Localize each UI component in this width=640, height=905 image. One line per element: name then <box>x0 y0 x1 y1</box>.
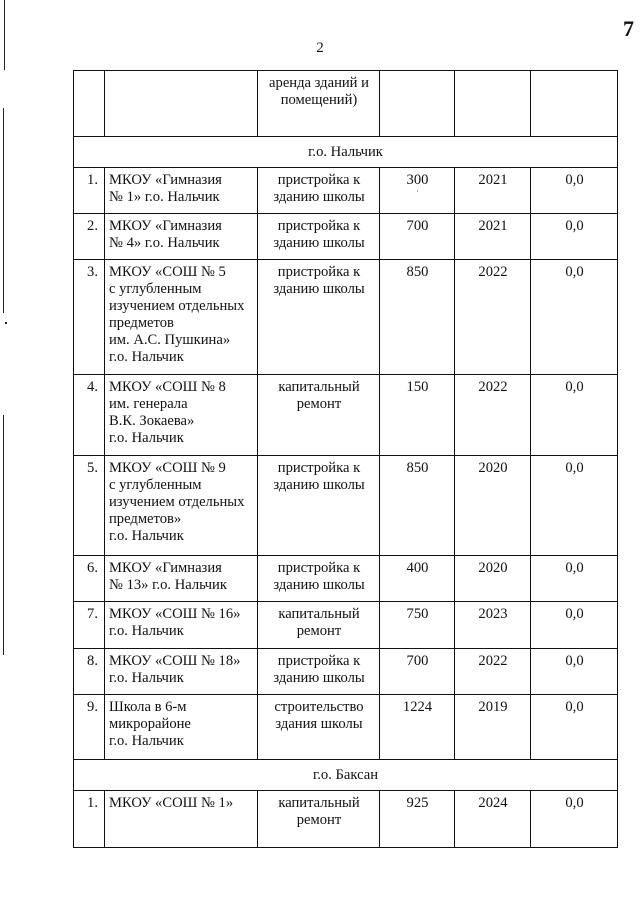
cell-num <box>74 71 105 137</box>
cell-capacity <box>380 260 455 375</box>
scan-margin-line <box>4 0 5 70</box>
cell-name <box>105 791 258 848</box>
capacity-value: 400 <box>406 560 429 576</box>
school-projects-table <box>73 70 618 848</box>
cell-line: г.о. Нальчик <box>109 430 184 446</box>
cell-work <box>258 556 380 602</box>
region-row <box>74 137 618 168</box>
table-row <box>74 649 618 695</box>
cell-line: им. А.С. Пушкина» <box>109 332 231 348</box>
cell-line: МКОУ «СОШ № 16» <box>109 606 241 622</box>
cell-line: предметов <box>109 315 174 331</box>
cell-line: зданию школы <box>273 577 365 593</box>
cell-line: микрорайоне <box>109 716 191 732</box>
region-title: г.о. Баксан <box>74 760 618 791</box>
cell-name <box>105 168 258 214</box>
cell-name <box>105 71 258 137</box>
cell-num: 6. <box>74 556 105 602</box>
cell-line: аренда зданий и <box>269 75 369 91</box>
cell-year: 2021 <box>455 168 531 214</box>
cell-num: 7. <box>74 602 105 649</box>
cell-work <box>258 456 380 556</box>
cell-year: 2019 <box>455 695 531 760</box>
cell-year: 2020 <box>455 556 531 602</box>
cell-line: строительство <box>274 699 364 715</box>
cell-line: г.о. Нальчик <box>109 623 184 639</box>
cell-line: предметов» <box>109 511 182 527</box>
cell-line: г.о. Нальчик <box>109 528 184 544</box>
capacity-value: 150 <box>406 379 429 395</box>
cell-capacity <box>380 791 455 848</box>
cell-line: изучением отдельных <box>109 298 245 314</box>
cell-year: 2022 <box>455 260 531 375</box>
table-row <box>74 260 618 375</box>
cell-name <box>105 456 258 556</box>
cell-year: 2021 <box>455 214 531 260</box>
cell-amount: 0,0 <box>531 375 618 456</box>
cell-year: 2023 <box>455 602 531 649</box>
cell-year <box>455 71 531 137</box>
cell-line: здания школы <box>275 716 363 732</box>
cell-line: МКОУ «СОШ № 18» <box>109 653 241 669</box>
table-row <box>74 456 618 556</box>
cell-work <box>258 649 380 695</box>
scan-speck: · <box>416 187 419 196</box>
cell-capacity <box>380 602 455 649</box>
cell-work <box>258 168 380 214</box>
cell-line: МКОУ «СОШ № 1» <box>109 795 234 811</box>
cell-num: 9. <box>74 695 105 760</box>
cell-name <box>105 649 258 695</box>
cell-line: В.К. Зокаева» <box>109 413 195 429</box>
cell-line: капитальный <box>278 379 360 395</box>
cell-work <box>258 695 380 760</box>
cell-capacity <box>380 556 455 602</box>
capacity-value: 300 <box>406 172 429 188</box>
table-row <box>74 214 618 260</box>
cell-capacity <box>380 695 455 760</box>
cell-name <box>105 602 258 649</box>
cell-amount: 0,0 <box>531 791 618 848</box>
cell-year: 2022 <box>455 375 531 456</box>
capacity-value: 1224 <box>402 699 433 715</box>
cell-line: ремонт <box>296 812 342 828</box>
table-row <box>74 602 618 649</box>
cell-line: МКОУ «СОШ № 9 <box>109 460 226 476</box>
cell-line: пристройка к <box>277 264 361 280</box>
cell-year: 2022 <box>455 649 531 695</box>
scan-margin-line <box>3 415 4 655</box>
cell-line: помещений) <box>280 92 358 108</box>
cell-num: 8. <box>74 649 105 695</box>
cell-capacity <box>380 214 455 260</box>
cell-name <box>105 214 258 260</box>
cell-amount <box>531 71 618 137</box>
cell-line: МКОУ «Гимназия <box>109 560 222 576</box>
cell-line: пристройка к <box>277 653 361 669</box>
capacity-value: 750 <box>406 606 429 622</box>
cell-name <box>105 556 258 602</box>
cell-line: пристройка к <box>277 172 361 188</box>
cell-line: с углубленным <box>109 477 202 493</box>
corner-mark: 7 <box>623 16 634 41</box>
cell-line: пристройка к <box>277 460 361 476</box>
cell-work <box>258 602 380 649</box>
cell-line: № 13» г.о. Нальчик <box>109 577 227 593</box>
scan-margin-line <box>3 108 4 313</box>
cell-year: 2024 <box>455 791 531 848</box>
table-row-continued <box>74 71 618 137</box>
capacity-value: 700 <box>406 218 429 234</box>
region-row <box>74 760 618 791</box>
cell-line: № 4» г.о. Нальчик <box>109 235 220 251</box>
cell-year: 2020 <box>455 456 531 556</box>
cell-work <box>258 791 380 848</box>
capacity-value: 925 <box>406 795 429 811</box>
cell-line: зданию школы <box>273 281 365 297</box>
cell-amount: 0,0 <box>531 168 618 214</box>
cell-num: 5. <box>74 456 105 556</box>
cell-line: капитальный <box>278 795 360 811</box>
cell-capacity <box>380 168 455 214</box>
cell-line: ремонт <box>296 623 342 639</box>
cell-line: МКОУ «Гимназия <box>109 218 222 234</box>
cell-capacity <box>380 456 455 556</box>
cell-work <box>258 214 380 260</box>
cell-line: с углубленным <box>109 281 202 297</box>
cell-capacity <box>380 375 455 456</box>
table-row <box>74 375 618 456</box>
page-number: 2 <box>316 40 324 56</box>
cell-work <box>258 260 380 375</box>
cell-line: № 1» г.о. Нальчик <box>109 189 220 205</box>
cell-line: зданию школы <box>273 477 365 493</box>
cell-num: 3. <box>74 260 105 375</box>
cell-num: 1. <box>74 791 105 848</box>
cell-line: им. генерала <box>109 396 188 412</box>
capacity-value: 700 <box>406 653 429 669</box>
cell-name <box>105 260 258 375</box>
cell-line: капитальный <box>278 606 360 622</box>
cell-line: пристройка к <box>277 218 361 234</box>
cell-amount: 0,0 <box>531 214 618 260</box>
region-title: г.о. Нальчик <box>74 137 618 168</box>
cell-line: изучением отдельных <box>109 494 245 510</box>
capacity-value: 850 <box>406 264 429 280</box>
cell-amount: 0,0 <box>531 602 618 649</box>
table-row <box>74 168 618 214</box>
cell-amount: 0,0 <box>531 649 618 695</box>
table-row <box>74 556 618 602</box>
cell-work <box>258 375 380 456</box>
scan-margin-line <box>5 322 7 324</box>
cell-line: г.о. Нальчик <box>109 670 184 686</box>
cell-line: пристройка к <box>277 560 361 576</box>
cell-line: ремонт <box>296 396 342 412</box>
cell-num: 4. <box>74 375 105 456</box>
cell-line: зданию школы <box>273 670 365 686</box>
cell-amount: 0,0 <box>531 695 618 760</box>
cell-line: МКОУ «СОШ № 5 <box>109 264 226 280</box>
cell-work <box>258 71 380 137</box>
cell-amount: 0,0 <box>531 456 618 556</box>
cell-line: зданию школы <box>273 235 365 251</box>
cell-capacity <box>380 71 455 137</box>
cell-line: зданию школы <box>273 189 365 205</box>
cell-name <box>105 375 258 456</box>
cell-capacity <box>380 649 455 695</box>
cell-line: МКОУ «Гимназия <box>109 172 222 188</box>
cell-line: г.о. Нальчик <box>109 349 184 365</box>
cell-line: МКОУ «СОШ № 8 <box>109 379 226 395</box>
capacity-value: 850 <box>406 460 429 476</box>
cell-num: 2. <box>74 214 105 260</box>
cell-num: 1. <box>74 168 105 214</box>
cell-amount: 0,0 <box>531 556 618 602</box>
table-row <box>74 791 618 848</box>
cell-line: г.о. Нальчик <box>109 733 184 749</box>
cell-name <box>105 695 258 760</box>
cell-amount: 0,0 <box>531 260 618 375</box>
table-row <box>74 695 618 760</box>
cell-line: Школа в 6-м <box>109 699 187 715</box>
